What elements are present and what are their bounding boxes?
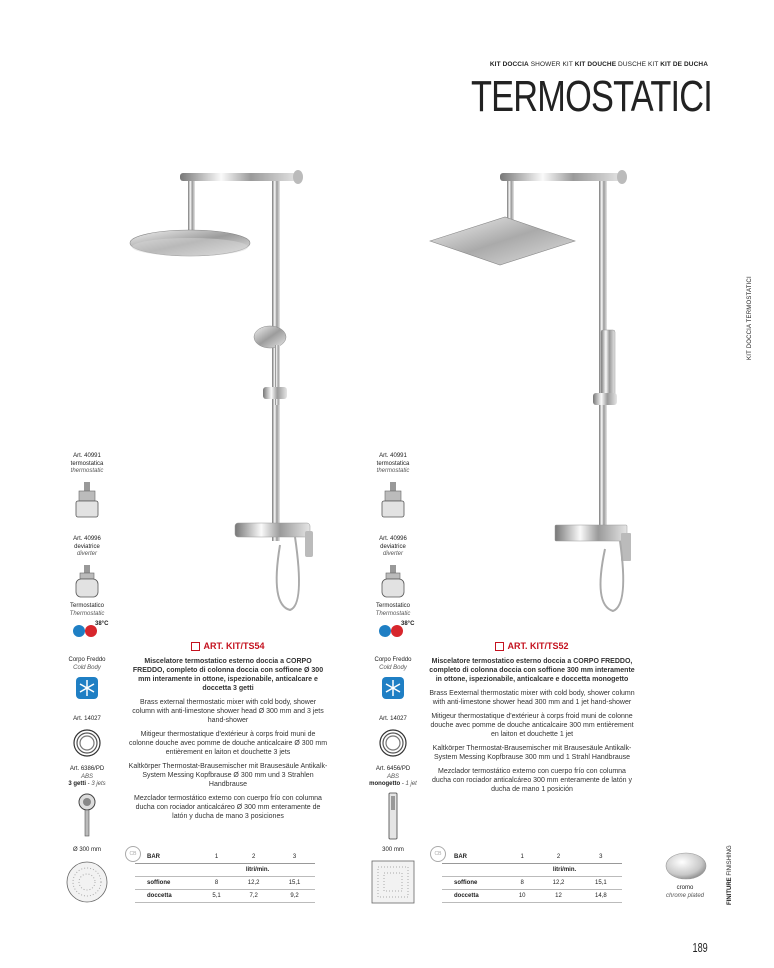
spec-column-1-coldbody (57, 657, 117, 704)
table-row (442, 877, 622, 890)
art-hose-code: Art. 14027 (73, 716, 101, 722)
thermostatic-cartridge-icon (379, 482, 407, 520)
table-row (135, 864, 315, 877)
kit-en: SHOWER KIT (530, 61, 573, 68)
diverter-it: deviatrice (380, 543, 406, 550)
cell: 9,2 (274, 890, 315, 903)
page-title: TERMOSTATICI (470, 72, 712, 121)
hand-material: ABS (80, 773, 93, 780)
bar-3: 3 (580, 851, 622, 864)
spec-column-2-head (363, 847, 423, 908)
diverter-cartridge-icon (379, 565, 407, 603)
thermo-en: thermostatic (376, 468, 410, 474)
diverter-en: diverter (76, 551, 97, 557)
product-2-code (428, 642, 636, 651)
product-2-flow-table (442, 851, 622, 903)
kit-de: DUSCHE KIT (618, 61, 659, 68)
bar-1: 1 (200, 851, 233, 864)
product-1-es: Mezclador termostático externo con cuerpo frío con columna ducha con rociador anticalcáreo Ø 300 mm enteramente de latón y ducha de mano 3 posiciones (134, 795, 322, 821)
thermo-en: thermostatic (70, 468, 104, 474)
spec-column-1-handshower: Art. 6386/PD ABS 3 getti - 3 jets (57, 766, 117, 841)
spec-column-1-head (57, 847, 117, 907)
table-row (442, 890, 622, 903)
snowflake-icon (75, 676, 99, 700)
shower-column-square-image (425, 165, 635, 625)
cell: 12,2 (233, 877, 274, 890)
bar-2: 2 (233, 851, 274, 864)
termostatico-it: Termostatico (375, 603, 410, 609)
row-label: soffione (135, 877, 200, 890)
bar-1: 1 (507, 851, 537, 864)
product-2-de: Kaltkörper Thermostat-Brausemischer mit Brausesäule Antikalk-System Messing Kopfbrause 300 mm und 1 Strahl Handbrause (432, 745, 632, 762)
spec-column-2-diverter (363, 536, 423, 606)
product-2-art: ART. KIT/TS52 (507, 641, 569, 651)
cell: 8 (507, 877, 537, 890)
snowflake-icon (381, 676, 405, 700)
unit-label: litri/min. (507, 864, 622, 877)
hand-jets-it: 3 getti (68, 781, 86, 787)
finishing-vertical-label (727, 845, 733, 905)
empty-cell (442, 864, 507, 877)
cold-body-it: Corpo Freddo (68, 657, 106, 663)
spec-column-2-coldbody (363, 657, 423, 704)
cell: 15,1 (580, 877, 622, 890)
spec-column-1-thermostatic (57, 603, 117, 639)
art-diverter-code: Art. 40996 (73, 536, 101, 542)
spec-column-2 (363, 453, 423, 523)
hose-icon (378, 728, 408, 758)
art-diverter-code: Art. 40996 (379, 536, 407, 542)
spec-column-1-diverter (57, 536, 117, 606)
product-1-code (128, 642, 328, 651)
spec-column-2-thermostatic (363, 603, 423, 639)
page-number: 189 (692, 940, 708, 955)
square-head-top-icon (370, 859, 416, 905)
cell: 10 (507, 890, 537, 903)
termostatico-en: Thermostatic (375, 610, 411, 617)
empty-cell (135, 864, 200, 877)
art-hand-code: Art. 6386/PD (69, 766, 105, 772)
thermo-it: termostatica (376, 460, 410, 467)
termostatico-it: Termostatico (69, 603, 104, 609)
temperature-label: 38°C (401, 621, 415, 627)
thermo-it: termostatica (70, 460, 104, 467)
product-2-it: Miscelatore termostatico esterno doccia a CORPO FREDDO, completo di colonna doccia con soffione 300 mm interamente in ottone, ispezionabile, anticalcare e doccetta monogetto (429, 658, 635, 684)
spec-column-1 (57, 453, 117, 523)
side-section-label: KIT DOCCIA TERMOSTATICI (747, 276, 753, 360)
cell: 12 (537, 890, 579, 903)
round-hand-shower-icon (77, 792, 97, 838)
cell: 14,8 (580, 890, 622, 903)
hand-jets-en: 1 jet (405, 781, 417, 787)
cell: 15,1 (274, 877, 315, 890)
head-size-1: Ø 300 mm (72, 847, 101, 853)
hand-jets-it: monogetto (369, 781, 401, 787)
table-row (442, 851, 622, 864)
temperature-label: 38°C (95, 621, 109, 627)
art-hose-code: Art. 14027 (379, 716, 407, 722)
row-label: doccetta (135, 890, 200, 903)
chrome-finish-swatch-icon (665, 852, 707, 880)
diverter-cartridge-icon (73, 565, 101, 603)
row-label: soffione (442, 877, 507, 890)
table-row (135, 851, 315, 864)
shower-column-round-image (120, 165, 320, 625)
spec-column-1-hose (57, 716, 117, 761)
product-2-es: Mezclador termostático externo con cuerpo frío con columna ducha con rociador anticalcáreo 300 mm enteramente de latón y ducha de mano 1 posición (431, 768, 632, 794)
cold-body-it: Corpo Freddo (374, 657, 412, 663)
checkbox-square-icon (495, 642, 504, 651)
kit-it: KIT DOCCIA (489, 61, 529, 68)
round-head-top-icon (65, 860, 109, 904)
hand-material: ABS (386, 773, 399, 780)
product-1-flow-table (135, 851, 315, 903)
table-row (135, 890, 315, 903)
product-2-badge: CB (430, 846, 446, 862)
spec-column-2-handshower: Art. 6456/PD ABS monogetto - 1 jet (363, 766, 423, 843)
checkbox-square-icon (191, 642, 200, 651)
product-2-fr: Mitigeur thermostatique d'extérieur à corps froid muni de colonne douche avec pomme de douche anticalcaire 300 mm entièrement en laiton et douchette 1 jet (430, 713, 634, 739)
finish-label-en: FINISHING (727, 845, 733, 876)
finish-label-group (655, 885, 715, 900)
thermostatic-cartridge-icon (73, 482, 101, 520)
spec-column-2-hose (363, 716, 423, 761)
hose-icon (72, 728, 102, 758)
cold-body-en: Cold Body (73, 664, 101, 671)
cell: 7,2 (233, 890, 274, 903)
bar-label: BAR (442, 851, 507, 864)
product-1-badge: CB (125, 846, 141, 862)
row-label: doccetta (442, 890, 507, 903)
kit-languages-line (490, 61, 708, 68)
kit-fr: KIT DOUCHE (574, 61, 617, 68)
art-thermo-code: Art. 40991 (73, 453, 101, 459)
finish-label-it: FINITURE (727, 877, 733, 905)
product-1-it: Miscelatore termostatico esterno doccia a CORPO FREDDO, completo di colonna doccia con soffione Ø 300 mm interamente in ottone, ispezionabile, anticalcare e doccetta 3 getti (132, 658, 324, 693)
art-hand-code: Art. 6456/PD (375, 766, 411, 772)
stick-hand-shower-icon (386, 792, 400, 840)
cell: 5,1 (200, 890, 233, 903)
finish-name-it: cromo (676, 885, 694, 891)
cold-body-en: Cold Body (379, 664, 407, 671)
unit-label: litri/min. (200, 864, 315, 877)
hand-jets-en: 3 jets (91, 781, 106, 787)
product-1-en: Brass external thermostatic mixer with cold body, shower column with anti-limestone shower head Ø 300 mm and 3 jets hand-shower (132, 699, 324, 725)
product-2-description (428, 642, 636, 799)
head-size-2: 300 mm (382, 847, 404, 853)
diverter-it: deviatrice (74, 543, 100, 550)
product-1-art: ART. KIT/TS54 (203, 641, 265, 651)
product-2-en: Brass Eexternal thermostatic mixer with cold body, shower column with anti-limestone shower head 300 mm and 1 jet hand-shower (429, 690, 635, 707)
product-1-fr: Mitigeur thermostatique d'extérieur à corps froid muni de colonne douche avec pomme de douche anticalcaire Ø 300 mm entièrement en laiton et douchette 3 jets (128, 731, 328, 757)
termostatico-en: Thermostatic (69, 610, 105, 617)
art-thermo-code: Art. 40991 (379, 453, 407, 459)
diverter-en: diverter (382, 551, 403, 557)
product-1-description (128, 642, 328, 826)
bar-2: 2 (537, 851, 579, 864)
table-row (135, 877, 315, 890)
bar-label: BAR (135, 851, 200, 864)
finish-name-en: chrome plated (665, 892, 705, 899)
kit-es: KIT DE DUCHA (660, 61, 708, 68)
product-1-de: Kaltkörper Thermostat-Brausemischer mit Brausesäule Antikalk-System Messing Kopfbrause Ø 300 mm und 3 Strahlen Handbrause (128, 763, 328, 789)
cell: 8 (200, 877, 233, 890)
bar-3: 3 (274, 851, 315, 864)
cell: 12,2 (537, 877, 579, 890)
table-row (442, 864, 622, 877)
